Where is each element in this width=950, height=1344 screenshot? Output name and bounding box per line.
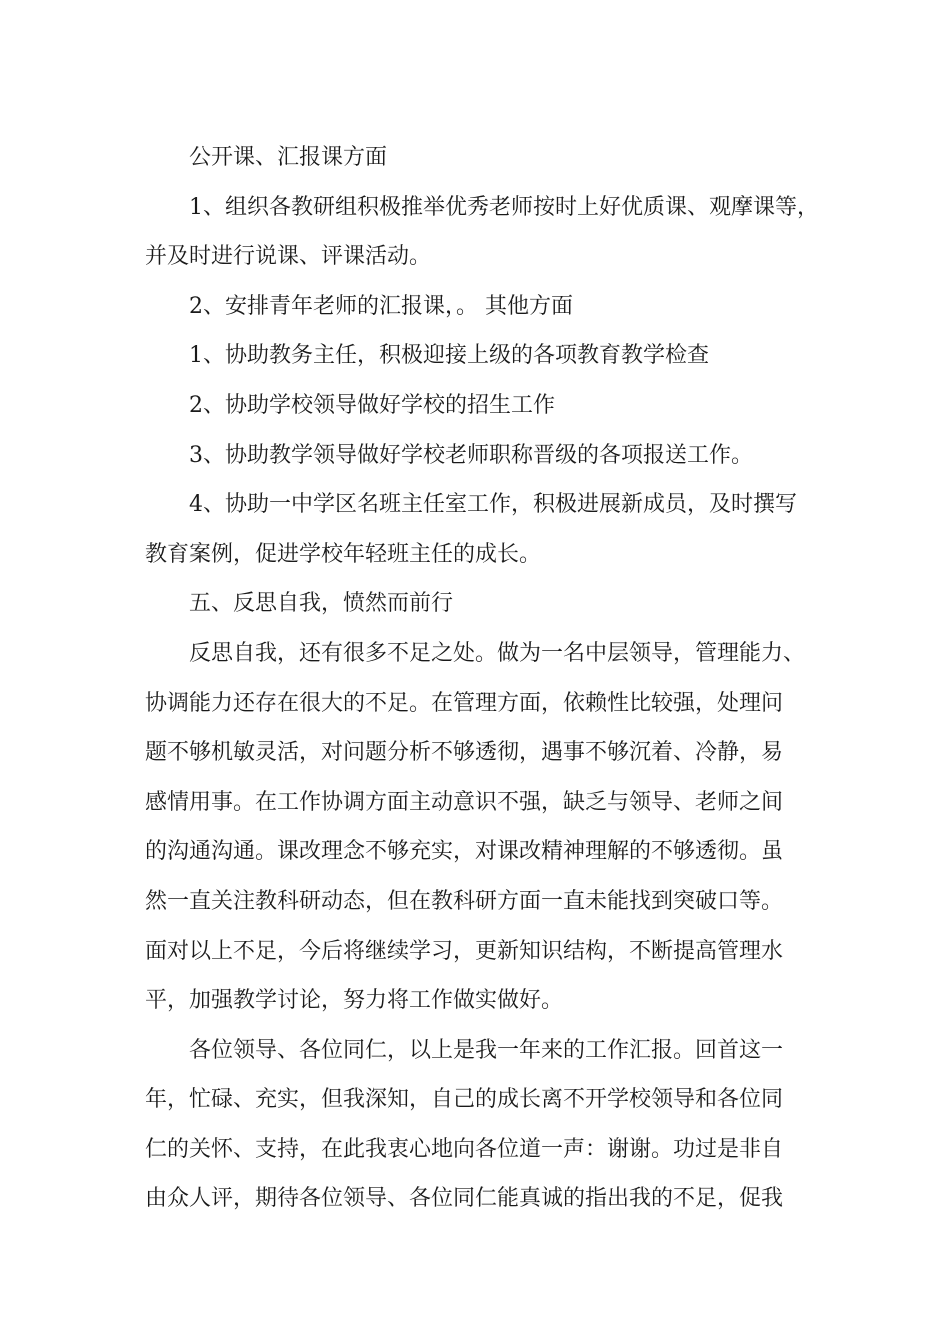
text-line: 反思自我，还有很多不足之处。做为一名中层领导，管理能力、: [189, 640, 806, 666]
text-line: 4、协助一中学区名班主任室工作，积极进展新成员，及时撰写: [189, 492, 797, 518]
text-line: 面对以上不足，今后将继续学习，更新知识结构，不断提高管理水: [145, 938, 784, 964]
text-line: 平，加强教学讨论，努力将工作做实做好。: [145, 988, 564, 1014]
text-line: 由众人评，期待各位领导、各位同仁能真诚的指出我的不足，促我: [145, 1186, 784, 1212]
text-line: 然一直关注教科研动态，但在教科研方面一直未能找到突破口等。: [145, 888, 784, 914]
text-line: 并及时进行说课、评课活动。: [145, 244, 432, 270]
text-line: 教育案例，促进学校年轻班主任的成长。: [145, 541, 542, 567]
text-line: 2、安排青年老师的汇报课，。 其他方面: [189, 293, 573, 319]
text-line: 1、协助教务主任，积极迎接上级的各项教育教学检查: [189, 343, 709, 369]
text-line: 的沟通沟通。课改理念不够充实，对课改精神理解的不够透彻。虽: [145, 839, 784, 865]
text-line: 协调能力还存在很大的不足。在管理方面，依赖性比较强，处理问: [145, 690, 784, 716]
text-line: 年，忙碌、充实，但我深知，自己的成长离不开学校领导和各位同: [145, 1087, 784, 1113]
document-body: [145, 133, 825, 1224]
text-line: 3、协助教学领导做好学校老师职称晋级的各项报送工作。: [189, 442, 753, 468]
text-line: 各位领导、各位同仁，以上是我一年来的工作汇报。回首这一: [189, 1037, 784, 1063]
text-line: 题不够机敏灵活，对问题分析不够透彻，遇事不够沉着、冷静，易: [145, 740, 784, 766]
text-line: 仁的关怀、支持，在此我衷心地向各位道一声：谢谢。功过是非自: [145, 1136, 784, 1162]
text-line: 2、协助学校领导做好学校的招生工作: [189, 392, 555, 418]
text-line: 公开课、汇报课方面: [189, 145, 388, 170]
section-heading: 五、反思自我，愤然而前行: [189, 591, 454, 617]
text-line: 1、组织各教研组积极推举优秀老师按时上好优质课、观摩课等，: [189, 194, 819, 220]
text-line: 感情用事。在工作协调方面主动意识不强，缺乏与领导、老师之间: [145, 789, 784, 815]
